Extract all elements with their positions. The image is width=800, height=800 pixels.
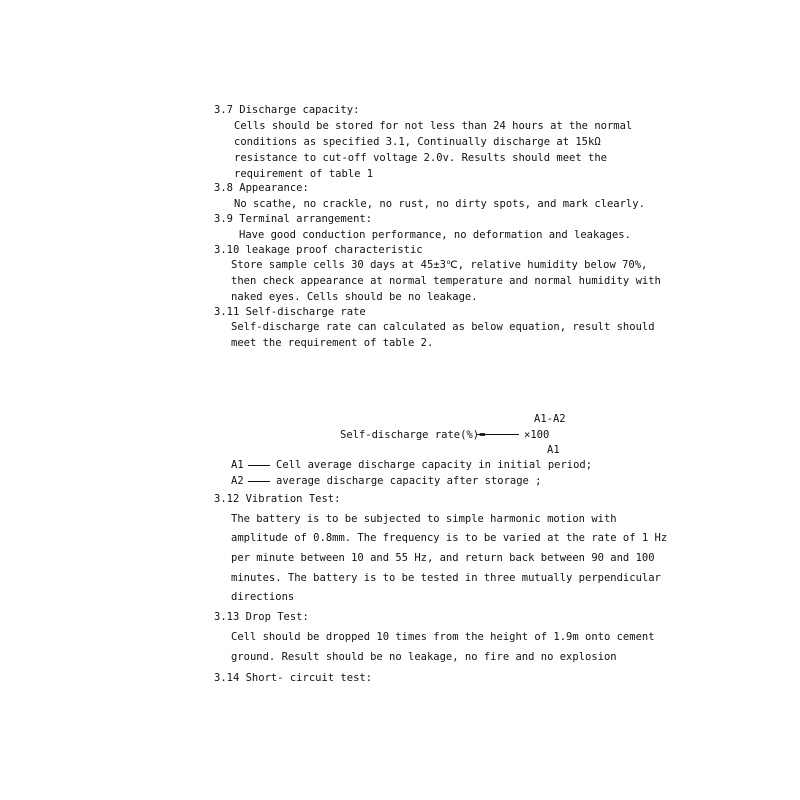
section-3-9-heading: 3.9 Terminal arrangement: — [214, 213, 373, 225]
section-3-12-line: per minute between 10 and 55 Hz, and return back between 90 and 100 — [231, 552, 655, 564]
section-3-12-line: The battery is to be subjected to simple harmonic motion with — [231, 513, 617, 525]
definition-symbol: A2 — [231, 475, 244, 487]
definition-text: average discharge capacity after storage ; — [276, 475, 542, 487]
section-3-12-line: amplitude of 0.8mm. The frequency is to be varied at the rate of 1 Hz — [231, 532, 668, 544]
formula-denominator: A1 — [547, 444, 560, 456]
section-3-14-heading: 3.14 Short- circuit test: — [214, 672, 373, 684]
section-3-10-heading: 3.10 leakage proof characteristic — [214, 244, 423, 256]
section-3-13-line: Cell should be dropped 10 times from the height of 1.9m onto cement — [231, 631, 655, 643]
section-3-7-line: Cells should be stored for not less than 24 hours at the normal — [234, 120, 633, 132]
section-3-7-line: conditions as specified 3.1, Continually discharge at 15kΩ — [234, 136, 601, 148]
definition-dash — [248, 465, 270, 466]
section-3-13-heading: 3.13 Drop Test: — [214, 611, 309, 623]
fraction-bar — [477, 434, 519, 435]
formula-numerator: A1-A2 — [534, 413, 566, 425]
section-3-12-heading: 3.12 Vibration Test: — [214, 493, 341, 505]
section-3-7-line: resistance to cut-off voltage 2.0v. Results should meet the — [234, 152, 607, 164]
definition-symbol: A1 — [231, 459, 244, 471]
section-3-10-line: naked eyes. Cells should be no leakage. — [231, 291, 478, 303]
section-3-8-line: No scathe, no crackle, no rust, no dirty spots, and mark clearly. — [234, 198, 645, 210]
section-3-11-heading: 3.11 Self-discharge rate — [214, 306, 366, 318]
section-3-10-line: Store sample cells 30 days at 45±3℃, relative humidity below 70%, — [231, 259, 648, 271]
section-3-12-line: directions — [231, 591, 295, 603]
section-3-13-line: ground. Result should be no leakage, no fire and no explosion — [231, 651, 617, 663]
section-3-8-heading: 3.8 Appearance: — [214, 182, 309, 194]
section-3-7-heading: 3.7 Discharge capacity: — [214, 104, 360, 116]
formula-multiplier: ×100 — [524, 429, 550, 441]
section-3-11-line: Self-discharge rate can calculated as below equation, result should — [231, 321, 655, 333]
definition-dash — [248, 481, 270, 482]
definition-text: Cell average discharge capacity in initial period; — [276, 459, 593, 471]
section-3-7-line: requirement of table 1 — [234, 168, 374, 180]
section-3-11-line: meet the requirement of table 2. — [231, 337, 434, 349]
section-3-9-line: Have good conduction performance, no deformation and leakages. — [239, 229, 631, 241]
section-3-10-line: then check appearance at normal temperature and normal humidity with — [231, 275, 661, 287]
section-3-12-line: minutes. The battery is to be tested in three mutually perpendicular — [231, 572, 661, 584]
formula-label: Self-discharge rate(%)= — [340, 429, 486, 441]
